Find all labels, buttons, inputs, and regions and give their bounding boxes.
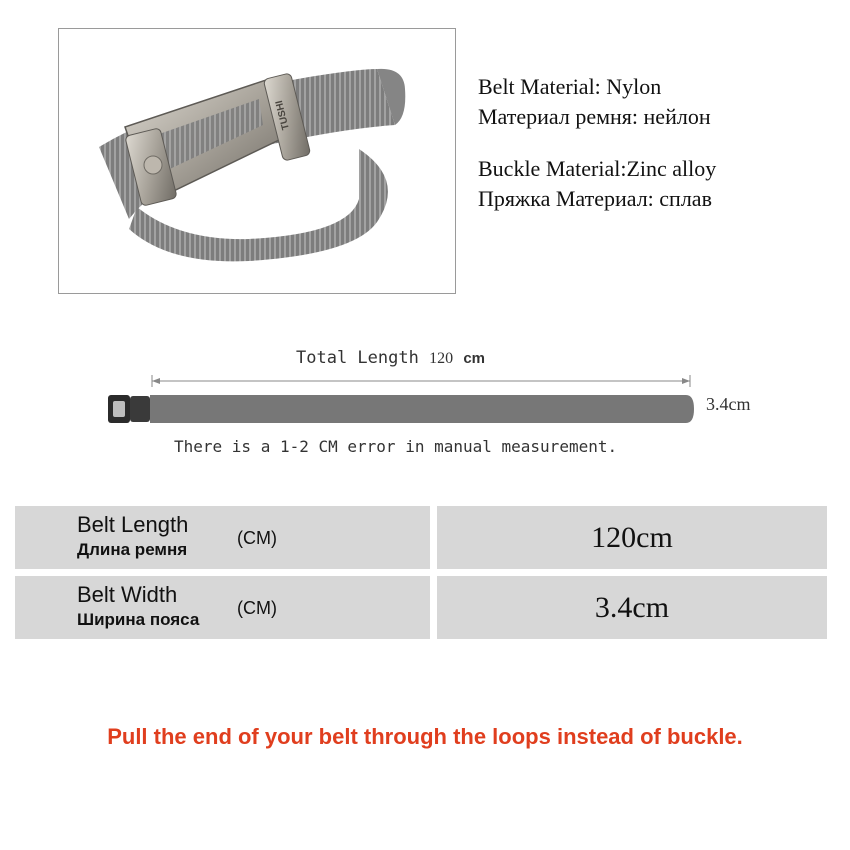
diagram-buckle-clip [130,396,150,422]
belt-material-ru: Материал ремня: нейлон [478,104,711,129]
belt-width-label-cell [15,576,430,639]
table-row-belt-width [15,576,827,639]
measurement-error-note: There is a 1-2 CM error in manual measurement. [174,437,618,456]
belt-length-unit: (CM) [237,528,277,548]
table-row-belt-length [15,506,827,569]
total-length-label [296,348,485,368]
buckle-brand-text: TUSHI [273,99,292,131]
buckle-material-en: Buckle Material:Zinc alloy [478,156,717,181]
diagram-buckle-window [113,401,125,417]
belt-length-value: 120cm [437,506,827,569]
total-length-unit: cm [463,350,486,367]
buckle-material-spec [478,154,716,214]
belt-length-diagram [100,370,700,430]
product-photo-frame [58,28,456,294]
belt-width-value: 3.4cm [437,576,827,639]
usage-notice: Pull the end of your belt through the loops instead of buckle. [107,724,743,749]
length-arrow-left [152,378,160,384]
belt-length-label-en: Belt Length [77,512,189,537]
total-length-text: Total Length [296,348,419,368]
belt-material-en: Belt Material: Nylon [478,74,662,99]
belt-length-label-cell [15,506,430,569]
belt-width-unit: (CM) [237,598,277,618]
belt-photo-illustration [59,29,455,293]
buckle-logo-emblem [144,156,162,174]
belt-length-label-ru: Длина ремня [77,540,188,559]
belt-width-label-ru: Ширина пояса [77,610,200,629]
length-arrow-right [682,378,690,384]
belt-material-spec [478,72,711,132]
size-table [15,506,827,646]
belt-width-label: 3.4cm [706,394,751,414]
diagram-belt-strap [150,395,694,423]
total-length-value: 120 [429,350,454,367]
belt-width-label-en: Belt Width [77,582,178,607]
buckle-material-ru: Пряжка Материал: сплав [478,186,712,211]
